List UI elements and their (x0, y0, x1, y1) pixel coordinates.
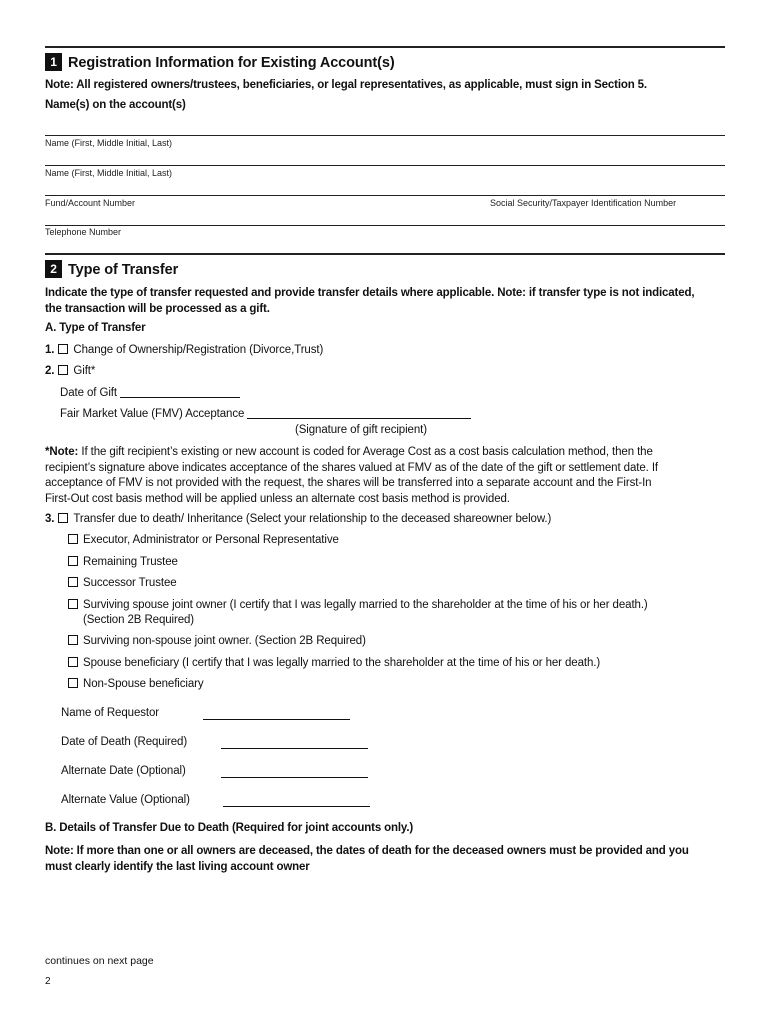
gift-note-line: acceptance of FMV is not provided with the request, the shares will be transferred into a separate account and the First-In (45, 477, 652, 489)
relationship-non-spouse-beneficiary-checkbox[interactable] (68, 678, 78, 688)
gift-note-line: recipient’s signature above indicates acceptance of the shares valued at FMV as of the date of the gift or settlement date. If (45, 461, 659, 474)
continues-next-page: continues on next page (45, 955, 154, 967)
alternate-value-input[interactable] (223, 796, 370, 807)
relationship-successor-trustee-checkbox[interactable] (68, 577, 78, 587)
section-1-header (45, 53, 395, 71)
option-3-label: Transfer due to death/ Inheritance (Select your relationship to the deceased shareowner below.) (73, 513, 552, 525)
relationship-remaining-trustee (68, 556, 178, 568)
section-1-note: Note: All registered owners/trustees, beneficiaries, or legal representatives, as applicable, must sign in Section 5. (45, 79, 647, 91)
relationship-label: Non-Spouse beneficiary (83, 678, 204, 690)
relationship-surviving-spouse-cont: (Section 2B Required) (83, 614, 195, 626)
alternate-date-input[interactable] (221, 767, 368, 778)
option-2-checkbox[interactable] (58, 365, 68, 375)
option-2-number: 2. (45, 365, 55, 377)
relationship-label: Successor Trustee (83, 577, 177, 589)
date-of-death-label: Date of Death (Required) (61, 736, 188, 748)
ssn-tin-field-label: Social Security/Taxpayer Identification Number (490, 198, 677, 208)
fund-account-field-line[interactable] (45, 195, 725, 196)
name2-field-label: Name (First, Middle Initial, Last) (45, 168, 173, 178)
relationship-surviving-spouse (68, 599, 648, 611)
name1-field-label: Name (First, Middle Initial, Last) (45, 138, 173, 148)
part-b-note (45, 843, 735, 875)
section-2-top-rule (45, 253, 725, 255)
section-1-number: 1 (45, 53, 62, 71)
relationship-surviving-spouse-checkbox[interactable] (68, 599, 78, 609)
option-3 (45, 513, 551, 525)
relationship-spouse-beneficiary-checkbox[interactable] (68, 657, 78, 667)
part-b-note-line: must clearly identify the last living account owner (45, 861, 310, 873)
option-1-label: Change of Ownership/Registration (Divorce,Trust) (73, 344, 324, 356)
relationship-label: Surviving spouse joint owner (I certify that I was legally married to the shareholder at the time of his or her death.) (83, 599, 648, 611)
section-2-title: Type of Transfer (68, 262, 179, 278)
relationship-executor-checkbox[interactable] (68, 534, 78, 544)
part-a-heading: A. Type of Transfer (45, 322, 146, 334)
date-of-gift-row (60, 387, 240, 399)
option-1-checkbox[interactable] (58, 344, 68, 354)
relationship-remaining-trustee-checkbox[interactable] (68, 556, 78, 566)
section-2-instructions (45, 285, 735, 317)
gift-note-label: *Note: (45, 446, 79, 458)
relationship-label: Spouse beneficiary (I certify that I was legally married to the shareholder at the time of his or her death.) (83, 657, 601, 669)
name1-field-line[interactable] (45, 135, 725, 136)
relationship-label: Surviving non-spouse joint owner. (Section 2B Required) (83, 635, 366, 647)
option-3-number: 3. (45, 513, 55, 525)
option-1 (45, 344, 323, 356)
part-b-heading: B. Details of Transfer Due to Death (Required for joint accounts only.) (45, 822, 414, 834)
relationship-non-spouse-beneficiary (68, 678, 204, 690)
section-1-title: Registration Information for Existing Account(s) (68, 55, 395, 71)
gift-note-line: First-Out cost basis method will be applied unless an alternate cost basis method is provided. (45, 492, 510, 505)
fmv-acceptance-label: Fair Market Value (FMV) Acceptance (60, 408, 245, 420)
part-b-note-line: Note: If more than one or all owners are deceased, the dates of death for the deceased owners must be provided and you (45, 845, 689, 857)
date-of-gift-label: Date of Gift (60, 387, 117, 399)
relationship-surviving-non-spouse (68, 635, 366, 647)
option-2-label: Gift* (73, 365, 96, 377)
option-2 (45, 365, 95, 377)
section-1-top-rule (45, 46, 725, 48)
date-of-death-input[interactable] (221, 738, 368, 749)
relationship-spouse-beneficiary (68, 657, 600, 669)
section-2-number: 2 (45, 260, 62, 278)
gift-note (45, 445, 735, 507)
alternate-value-label: Alternate Value (Optional) (61, 794, 190, 806)
section-2-header (45, 260, 178, 278)
names-heading: Name(s) on the account(s) (45, 99, 186, 111)
name-of-requestor-input[interactable] (203, 709, 350, 720)
fund-account-field-label: Fund/Account Number (45, 198, 136, 208)
page-number: 2 (45, 976, 51, 987)
option-3-checkbox[interactable] (58, 513, 68, 523)
relationship-label: Remaining Trustee (83, 556, 178, 568)
relationship-surviving-non-spouse-checkbox[interactable] (68, 635, 78, 645)
relationship-label: Executor, Administrator or Personal Representative (83, 534, 339, 546)
instruction-line: Indicate the type of transfer requested and provide transfer details where applicable. Note: if transfer type is not indicated, (45, 287, 695, 299)
signature-caption: (Signature of gift recipient) (295, 424, 427, 436)
alternate-date-label: Alternate Date (Optional) (61, 765, 186, 777)
relationship-executor (68, 534, 339, 546)
name-of-requestor-label: Name of Requestor (61, 707, 160, 719)
date-of-gift-input[interactable] (120, 387, 240, 398)
name2-field-line[interactable] (45, 165, 725, 166)
option-1-number: 1. (45, 344, 55, 356)
instruction-line: the transaction will be processed as a gift. (45, 303, 270, 315)
fmv-signature-input[interactable] (247, 408, 471, 419)
telephone-field-label: Telephone Number (45, 227, 122, 237)
telephone-field-line[interactable] (45, 225, 725, 226)
relationship-successor-trustee (68, 577, 177, 589)
fmv-acceptance-row (60, 408, 471, 420)
gift-note-line: If the gift recipient’s existing or new account is coded for Average Cost as a cost basis calculation method, then the (78, 446, 653, 458)
